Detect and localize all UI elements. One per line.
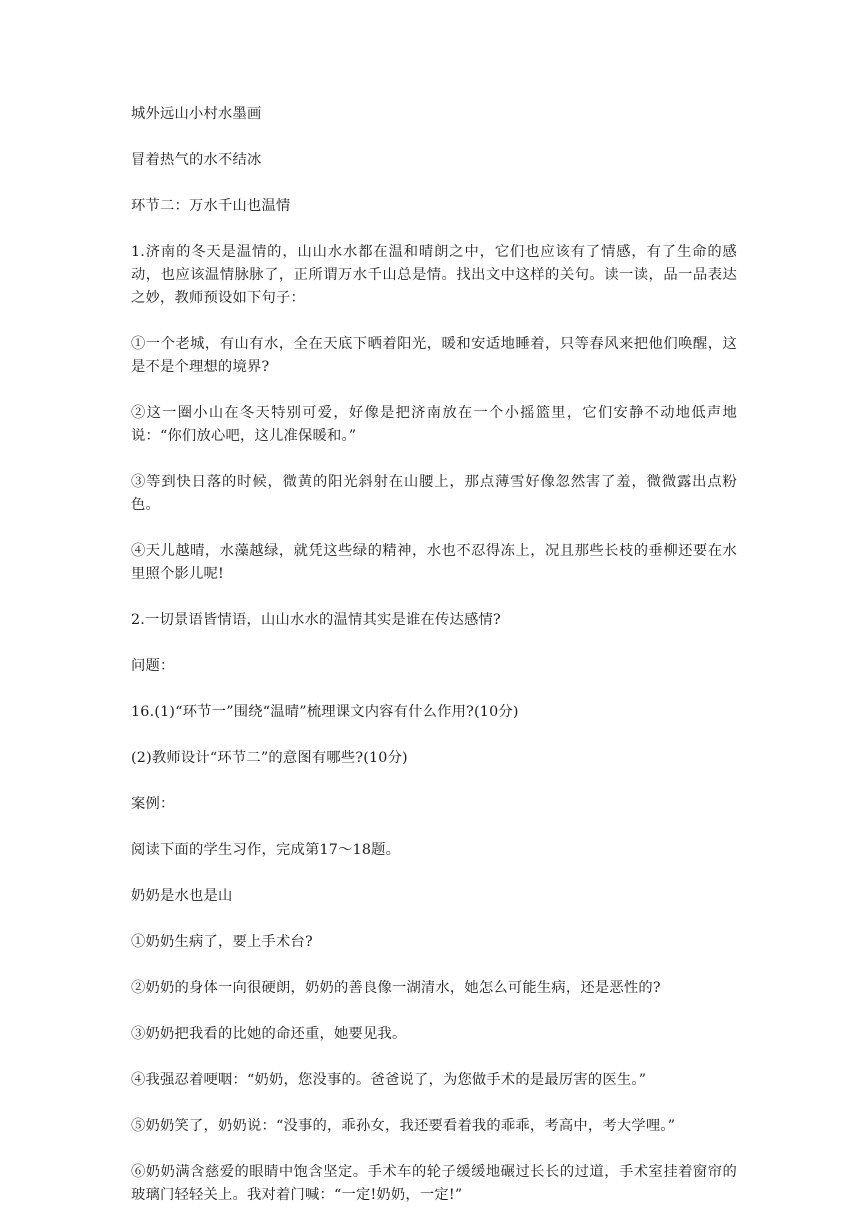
essay-paragraph-2: ②奶奶的身体一向很硬朗，奶奶的善良像一湖清水，她怎么可能生病，还是恶性的? [131,980,661,996]
example-sentence-4: ④天儿越晴，水藻越绿，就凭这些绿的精神，水也不忍得冻上，况且那些长枝的垂柳还要在水里照个影儿呢! [131,543,737,582]
essay-paragraph-6: ⑥奶奶满含慈爱的眼睛中饱含坚定。手术车的轮子缓缓地碾过长长的过道，手术室挂着窗帘的玻璃门轻轻关上。我对着门喊：“一定!奶奶，一定!” [131,1164,737,1203]
line-steaming-water: 冒着热气的水不结冰 [131,152,262,168]
essay-paragraph-4: ④我强忍着哽咽：“奶奶，您没事的。爸爸说了，为您做手术的是最厉害的医生。” [131,1072,647,1088]
line-title-ink-painting: 城外远山小村水墨画 [131,106,262,122]
essay-title: 奶奶是水也是山 [131,888,233,904]
question-16-part-1: 16.(1)“环节一”围绕“温晴”梳理课文内容有什么作用?(10分) [131,704,519,720]
essay-paragraph-5: ⑤奶奶笑了，奶奶说：“没事的，乖孙女，我还要看着我的乖乖，考高中，考大学哩。” [131,1118,676,1134]
example-sentence-1: ①一个老城，有山有水，全在天底下晒着阳光，暖和安适地睡着，只等春风来把他们唤醒，这是不是个理想的境界? [131,336,737,375]
example-sentence-3: ③等到快日落的时候，微黄的阳光斜射在山腰上，那点薄雪好像忽然害了羞，微微露出点粉色。 [131,474,737,513]
reading-instruction: 阅读下面的学生习作，完成第17～18题。 [131,842,401,858]
task-paragraph-2: 2.一切景语皆情语，山山水水的温情其实是谁在传达感情? [131,612,501,628]
document-body [131,103,737,1230]
question-16-part-2: (2)教师设计“环节二”的意图有哪些?(10分) [131,750,408,766]
task-paragraph-1: 1.济南的冬天是温情的，山山水水都在温和晴朗之中，它们也应该有了情感，有了生命的感动，也应该温情脉脉了，正所谓万水千山总是情。找出文中这样的关句。读一读，品一品表达之妙，教师预设如下句子： [131,244,737,306]
questions-heading: 问题： [131,658,175,674]
section-heading-stage-two: 环节二：万水千山也温情 [131,198,291,214]
example-sentence-2: ②这一圈小山在冬天特别可爱，好像是把济南放在一个小摇篮里，它们安静不动地低声地说：“你们放心吧，这儿准保暖和。” [131,405,737,444]
case-heading: 案例： [131,796,175,812]
essay-paragraph-3: ③奶奶把我看的比她的命还重，她要见我。 [131,1026,407,1042]
essay-paragraph-1: ①奶奶生病了，要上手术台? [131,934,313,950]
